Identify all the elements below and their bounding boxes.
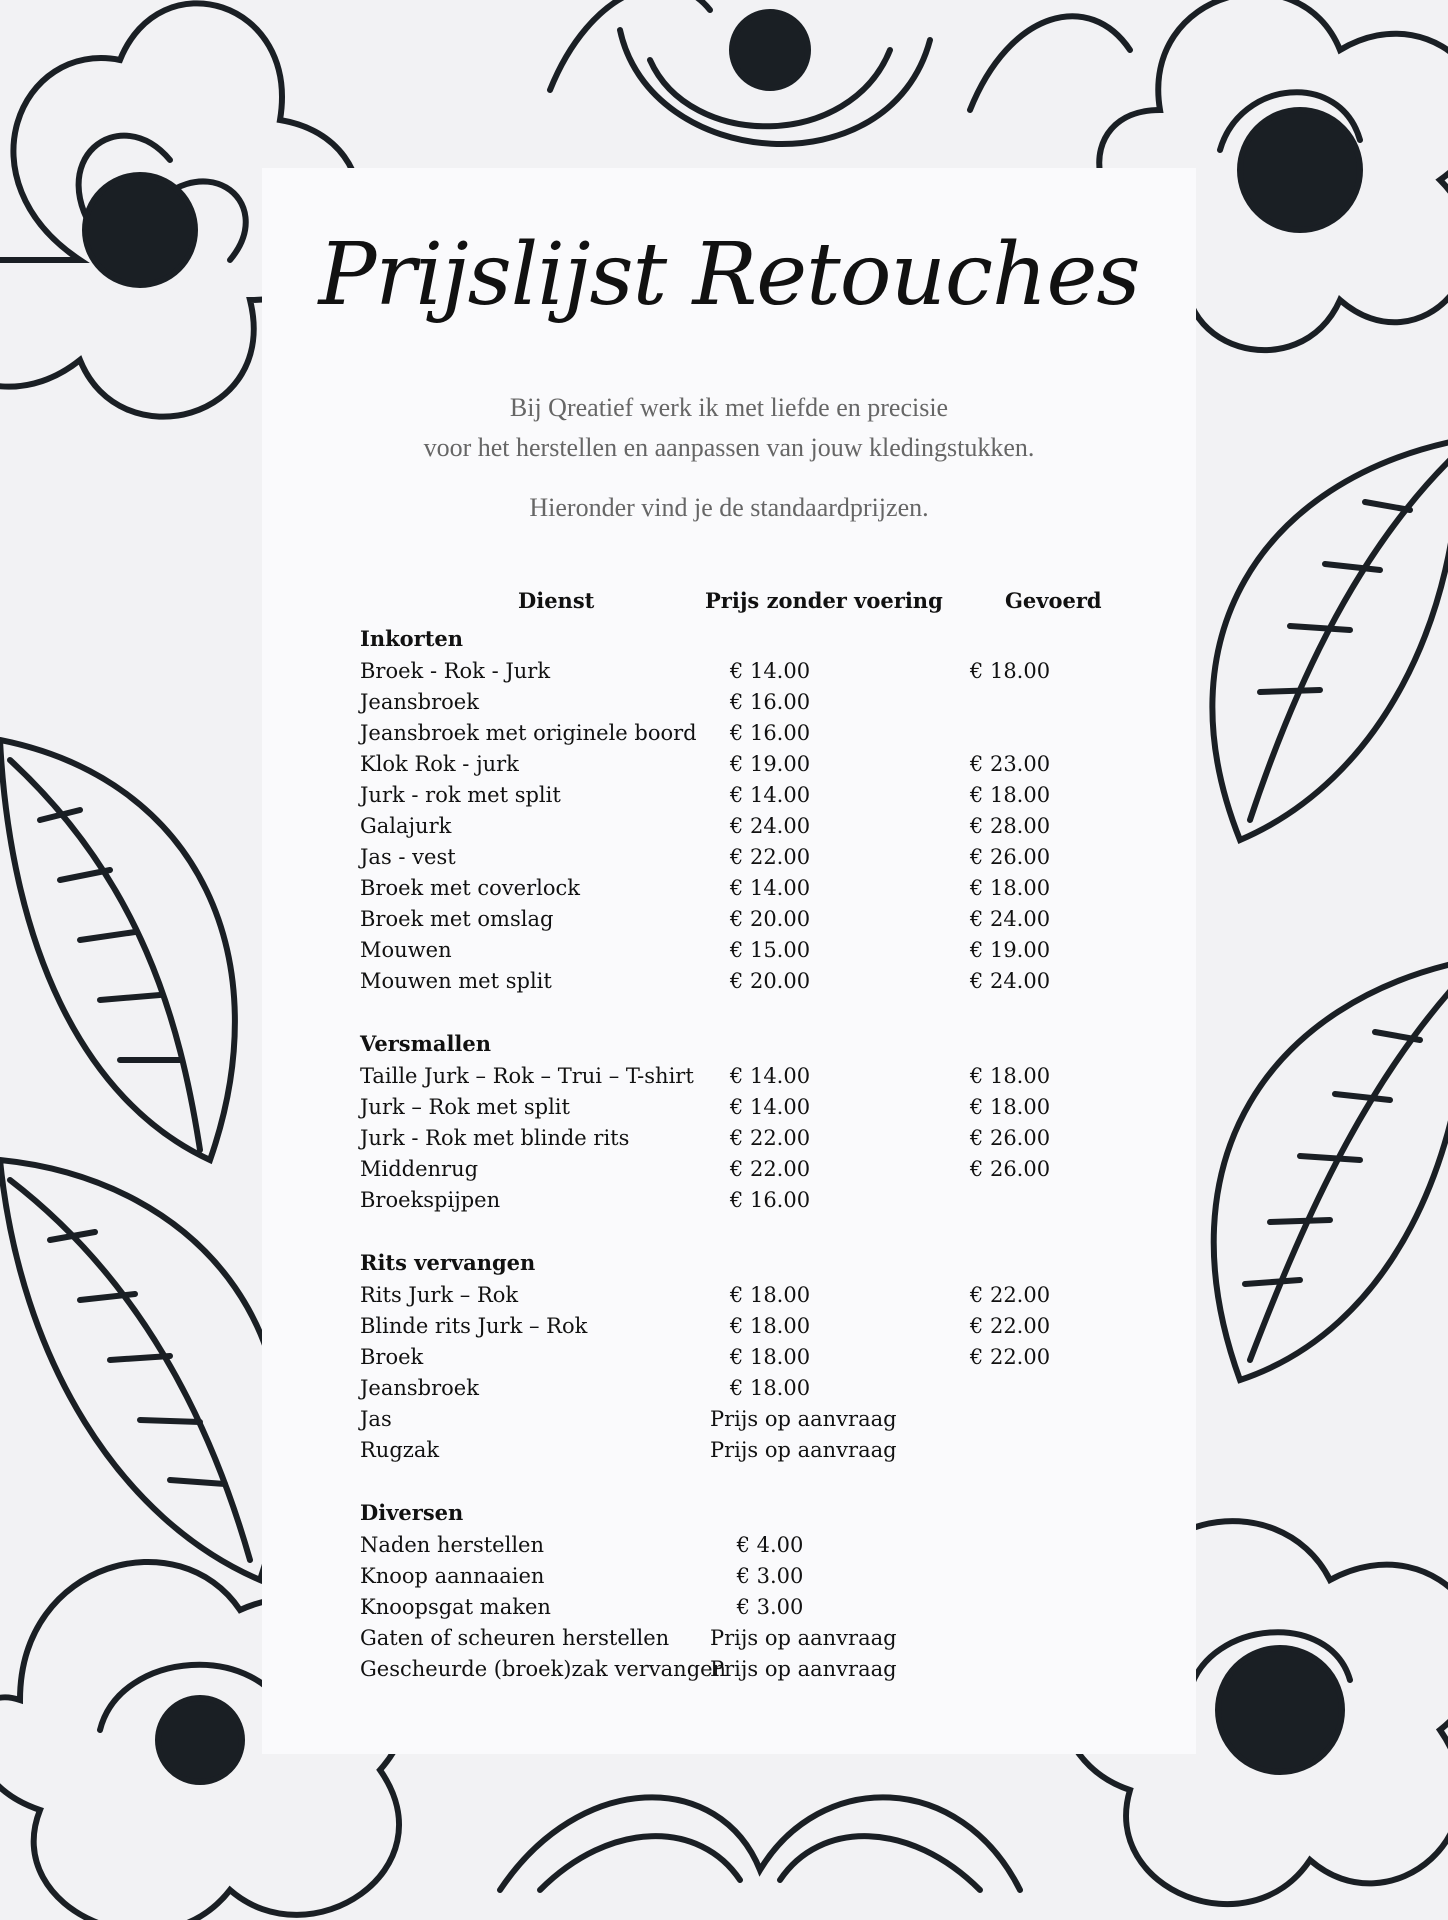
price-lined: € 26.00 — [969, 845, 1051, 869]
service-name: Jas — [360, 1407, 392, 1431]
table-row — [360, 1561, 1120, 1592]
price-unlined: € 18.00 — [729, 1376, 811, 1400]
table-row — [360, 811, 1120, 842]
table-row — [360, 749, 1120, 780]
price-unlined: € 18.00 — [729, 1314, 811, 1338]
price-unlined: Prijs op aanvraag — [710, 1626, 897, 1650]
section-gap — [360, 997, 1120, 1027]
service-name: Naden herstellen — [360, 1533, 544, 1557]
price-lined: € 26.00 — [969, 1126, 1051, 1150]
table-row — [360, 687, 1120, 718]
service-name: Taille Jurk – Rok – Trui – T-shirt — [360, 1064, 694, 1088]
header-lined: Gevoerd — [1005, 588, 1102, 613]
table-row — [360, 1592, 1120, 1623]
table-row — [360, 935, 1120, 966]
service-name: Jeansbroek — [360, 690, 479, 714]
price-lined: € 19.00 — [969, 938, 1051, 962]
price-lined: € 24.00 — [969, 907, 1051, 931]
price-unlined: € 16.00 — [729, 690, 811, 714]
table-row — [360, 1435, 1120, 1466]
service-name: Mouwen — [360, 938, 452, 962]
service-name: Gescheurde (broek)zak vervangen — [360, 1657, 727, 1681]
service-name: Jeansbroek met originele boord — [360, 721, 697, 745]
service-name: Jurk - rok met split — [360, 783, 561, 807]
table-row — [360, 1623, 1120, 1654]
price-lined: € 24.00 — [969, 969, 1051, 993]
table-header — [360, 588, 1120, 622]
service-name: Broek met omslag — [360, 907, 554, 931]
table-row — [360, 1342, 1120, 1373]
table-row — [360, 904, 1120, 935]
service-name: Broekspijpen — [360, 1188, 501, 1212]
price-unlined: € 14.00 — [729, 1064, 811, 1088]
price-lined: € 26.00 — [969, 1157, 1051, 1181]
header-unlined: Prijs zonder voering — [705, 588, 943, 613]
service-name: Broek - Rok - Jurk — [360, 659, 551, 683]
service-name: Knoopsgat maken — [360, 1595, 551, 1619]
service-name: Jurk - Rok met blinde rits — [360, 1126, 630, 1150]
price-lined: € 18.00 — [969, 659, 1051, 683]
price-lined: € 18.00 — [969, 1064, 1051, 1088]
table-row — [360, 842, 1120, 873]
price-unlined: € 20.00 — [729, 969, 811, 993]
table-row — [360, 1311, 1120, 1342]
service-name: Broek met coverlock — [360, 876, 580, 900]
price-unlined: Prijs op aanvraag — [710, 1407, 897, 1431]
service-name: Knoop aannaaien — [360, 1564, 545, 1588]
intro-line-1: Bij Qreatief werk ik met liefde en precisie — [509, 393, 949, 422]
price-unlined: € 4.00 — [736, 1533, 804, 1557]
price-lined: € 23.00 — [969, 752, 1051, 776]
price-lined: € 22.00 — [969, 1345, 1051, 1369]
price-unlined: € 3.00 — [736, 1564, 804, 1588]
section-title: Inkorten — [360, 626, 464, 651]
table-row — [360, 966, 1120, 997]
price-unlined: € 14.00 — [729, 876, 811, 900]
table-row — [360, 1404, 1120, 1435]
table-row — [360, 1092, 1120, 1123]
service-name: Jurk – Rok met split — [360, 1095, 570, 1119]
price-unlined: Prijs op aanvraag — [710, 1657, 897, 1681]
table-row — [360, 1530, 1120, 1561]
price-unlined: € 22.00 — [729, 1157, 811, 1181]
table-row — [360, 1280, 1120, 1311]
page-title: Prijslijst Retouches — [318, 225, 1140, 325]
intro-line-2: voor het herstellen en aanpassen van jouw kledingstukken. — [423, 433, 1035, 462]
service-name: Klok Rok - jurk — [360, 752, 519, 776]
service-name: Middenrug — [360, 1157, 479, 1181]
section-title: Versmallen — [360, 1031, 492, 1056]
price-unlined: € 24.00 — [729, 814, 811, 838]
price-unlined: € 20.00 — [729, 907, 811, 931]
service-name: Mouwen met split — [360, 969, 552, 993]
service-name: Galajurk — [360, 814, 452, 838]
table-row — [360, 1185, 1120, 1216]
price-lined: € 18.00 — [969, 876, 1051, 900]
service-name: Gaten of scheuren herstellen — [360, 1626, 670, 1650]
price-unlined: € 18.00 — [729, 1283, 811, 1307]
table-row — [360, 656, 1120, 687]
price-unlined: € 22.00 — [729, 1126, 811, 1150]
section-gap — [360, 1466, 1120, 1496]
price-unlined: € 14.00 — [729, 1095, 811, 1119]
price-unlined: € 14.00 — [729, 659, 811, 683]
price-unlined: € 15.00 — [729, 938, 811, 962]
price-unlined: € 22.00 — [729, 845, 811, 869]
section-title: Diversen — [360, 1500, 464, 1525]
price-lined: € 18.00 — [969, 1095, 1051, 1119]
section-title: Rits vervangen — [360, 1250, 536, 1275]
table-row — [360, 780, 1120, 811]
table-row — [360, 1154, 1120, 1185]
header-service: Dienst — [518, 588, 595, 613]
price-unlined: € 19.00 — [729, 752, 811, 776]
table-row — [360, 1654, 1120, 1685]
table-row — [360, 718, 1120, 749]
price-unlined: € 18.00 — [729, 1345, 811, 1369]
service-name: Broek — [360, 1345, 424, 1369]
service-name: Rits Jurk – Rok — [360, 1283, 519, 1307]
price-lined: € 22.00 — [969, 1283, 1051, 1307]
price-table — [360, 588, 1120, 1685]
table-row — [360, 1373, 1120, 1404]
price-lined: € 22.00 — [969, 1314, 1051, 1338]
service-name: Blinde rits Jurk – Rok — [360, 1314, 588, 1338]
price-unlined: € 14.00 — [729, 783, 811, 807]
price-unlined: € 16.00 — [729, 721, 811, 745]
table-row — [360, 1123, 1120, 1154]
service-name: Jeansbroek — [360, 1376, 479, 1400]
service-name: Rugzak — [360, 1438, 440, 1462]
section-gap — [360, 1216, 1120, 1246]
price-unlined: € 16.00 — [729, 1188, 811, 1212]
table-row — [360, 873, 1120, 904]
price-unlined: Prijs op aanvraag — [710, 1438, 897, 1462]
intro-line-3: Hieronder vind je de standaardprijzen. — [529, 493, 929, 522]
price-lined: € 18.00 — [969, 783, 1051, 807]
service-name: Jas - vest — [360, 845, 456, 869]
table-row — [360, 1061, 1120, 1092]
price-unlined: € 3.00 — [736, 1595, 804, 1619]
price-lined: € 28.00 — [969, 814, 1051, 838]
